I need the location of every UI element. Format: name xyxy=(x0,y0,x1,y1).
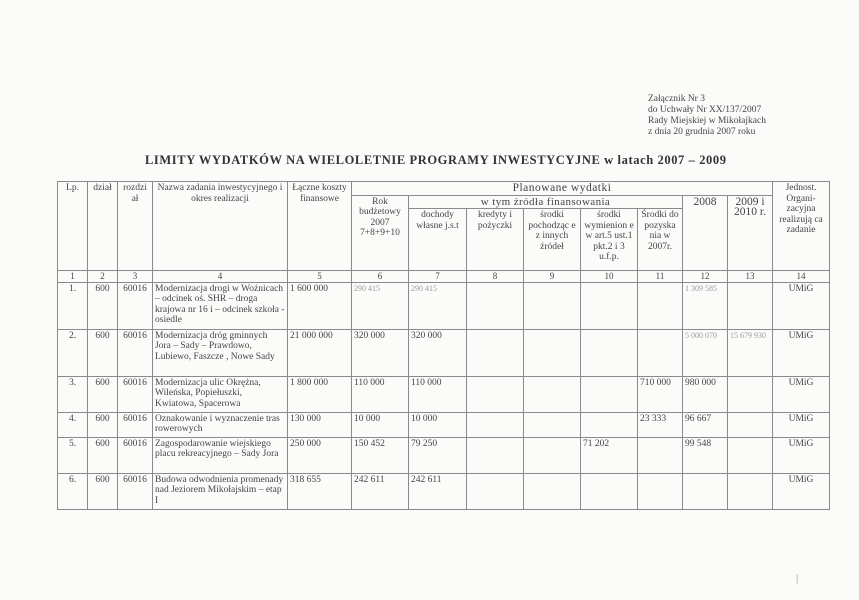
cell-jednostka: UMiG xyxy=(773,412,830,437)
header-lp: Lp. xyxy=(58,182,88,271)
cell-2009 xyxy=(728,282,773,329)
limits-table xyxy=(57,181,830,510)
cell-srodki-wym xyxy=(581,412,638,437)
header-dzial: dział xyxy=(88,182,118,271)
cell-2008: 96 667 xyxy=(683,412,728,437)
cell-dzial: 600 xyxy=(88,329,118,376)
cell-srodki-pozyczka xyxy=(638,329,683,376)
cell-2009 xyxy=(728,376,773,412)
cell-nazwa: Modernizacja drogi w Woźnicach – odcinek oś. SHR – droga krajowa nr 16 i – odcinek szkoła - osiedle xyxy=(153,282,288,329)
cell-srodki-wym: 71 202 xyxy=(581,437,638,473)
cell-rozdzial: 60016 xyxy=(118,282,153,329)
cell-2008: 980 000 xyxy=(683,376,728,412)
cell-2009: 15 679 930 xyxy=(728,329,773,376)
cell-lp: 6. xyxy=(58,473,88,509)
column-number-row xyxy=(58,271,830,283)
header-2008: 2008 xyxy=(683,195,728,271)
col-num: 4 xyxy=(153,271,288,283)
cell-srodki-inne xyxy=(524,473,581,509)
cell-kredyty xyxy=(467,473,524,509)
annex-header xyxy=(648,94,838,138)
cell-dochody: 10 000 xyxy=(409,412,467,437)
cell-koszty: 130 000 xyxy=(288,412,352,437)
col-num: 1 xyxy=(58,271,88,283)
cell-rok: 110 000 xyxy=(352,376,409,412)
header-rozdzial: rozdzi ał xyxy=(118,182,153,271)
cell-2009 xyxy=(728,412,773,437)
cell-rok: 290 415 xyxy=(352,282,409,329)
cell-rozdzial: 60016 xyxy=(118,329,153,376)
cell-2009 xyxy=(728,473,773,509)
cell-nazwa: Zagospodarowanie wiejskiego placu rekreacyjnego – Sady Jora xyxy=(153,437,288,473)
cell-rok: 10 000 xyxy=(352,412,409,437)
document-title: LIMITY WYDATKÓW NA WIELOLETNIE PROGRAMY INWESTYCYJNE w latach 2007 – 2009 xyxy=(145,153,727,167)
col-num: 7 xyxy=(409,271,467,283)
cell-dzial: 600 xyxy=(88,282,118,329)
cell-kredyty xyxy=(467,282,524,329)
cell-jednostka: UMiG xyxy=(773,376,830,412)
cell-jednostka: UMiG xyxy=(773,473,830,509)
cell-rok: 320 000 xyxy=(352,329,409,376)
table-row xyxy=(58,473,830,509)
header-srodki-inne: środki pochodząc e z innych źródeł xyxy=(524,209,581,271)
cell-dzial: 600 xyxy=(88,473,118,509)
cell-kredyty xyxy=(467,376,524,412)
col-num: 13 xyxy=(728,271,773,283)
cell-2008: 1 309 585 xyxy=(683,282,728,329)
cell-koszty: 21 000 000 xyxy=(288,329,352,376)
col-num: 5 xyxy=(288,271,352,283)
cell-srodki-pozyczka: 710 000 xyxy=(638,376,683,412)
cell-dzial: 600 xyxy=(88,376,118,412)
cell-nazwa: Oznakowanie i wyznaczenie tras rowerowych xyxy=(153,412,288,437)
cell-dzial: 600 xyxy=(88,412,118,437)
cell-srodki-pozyczka xyxy=(638,282,683,329)
cell-2008: 5 000 070 xyxy=(683,329,728,376)
cell-dochody: 320 000 xyxy=(409,329,467,376)
cell-lp: 5. xyxy=(58,437,88,473)
cell-dochody: 110 000 xyxy=(409,376,467,412)
cell-koszty: 1 800 000 xyxy=(288,376,352,412)
table-row xyxy=(58,329,830,376)
cell-kredyty xyxy=(467,329,524,376)
col-num: 14 xyxy=(773,271,830,283)
cell-nazwa: Budowa odwodnienia promenady nad Jeziorem Mikołajskim – etap I xyxy=(153,473,288,509)
cell-srodki-inne xyxy=(524,376,581,412)
annex-line-3: Rady Miejskiej w Mikołajkach xyxy=(648,116,766,126)
cell-srodki-wym xyxy=(581,376,638,412)
cell-lp: 2. xyxy=(58,329,88,376)
table-row xyxy=(58,437,830,473)
header-koszty: Łączne koszty finansowe xyxy=(288,182,352,271)
cell-lp: 4. xyxy=(58,412,88,437)
cell-srodki-pozyczka xyxy=(638,473,683,509)
header-srodki-pozyczka: Środki do pozyska nia w 2007r. xyxy=(638,209,683,271)
cell-rozdzial: 60016 xyxy=(118,412,153,437)
header-planowane: Planowane wydatki xyxy=(352,182,773,196)
cell-kredyty xyxy=(467,437,524,473)
cell-koszty: 318 655 xyxy=(288,473,352,509)
header-2009: 2009 i 2010 r. xyxy=(728,195,773,271)
col-num: 2 xyxy=(88,271,118,283)
col-num: 8 xyxy=(467,271,524,283)
annex-line-2: do Uchwały Nr XX/137/2007 xyxy=(648,105,762,115)
cell-srodki-inne xyxy=(524,282,581,329)
header-nazwa: Nazwa zadania inwestycyjnego i okres realizacji xyxy=(153,182,288,271)
cell-2008: 99 548 xyxy=(683,437,728,473)
cell-srodki-pozyczka xyxy=(638,437,683,473)
col-num: 11 xyxy=(638,271,683,283)
cell-koszty: 250 000 xyxy=(288,437,352,473)
cell-rozdzial: 60016 xyxy=(118,473,153,509)
cell-koszty: 1 600 000 xyxy=(288,282,352,329)
cell-jednostka: UMiG xyxy=(773,437,830,473)
cell-jednostka: UMiG xyxy=(773,282,830,329)
header-kredyty: kredyty i pożyczki xyxy=(467,209,524,271)
cell-kredyty xyxy=(467,412,524,437)
col-num: 3 xyxy=(118,271,153,283)
cell-rozdzial: 60016 xyxy=(118,376,153,412)
cell-srodki-inne xyxy=(524,329,581,376)
table-row xyxy=(58,412,830,437)
col-num: 6 xyxy=(352,271,409,283)
cell-lp: 1. xyxy=(58,282,88,329)
cell-srodki-wym xyxy=(581,473,638,509)
cell-dzial: 600 xyxy=(88,437,118,473)
header-dochody: dochody własne j.s.t xyxy=(409,209,467,271)
col-num: 9 xyxy=(524,271,581,283)
cell-2008 xyxy=(683,473,728,509)
annex-line-4: z dnia 20 grudnia 2007 roku xyxy=(648,127,756,137)
annex-line-1: Załącznik Nr 3 xyxy=(648,94,705,104)
header-zrodla: w tym źródła finansowania xyxy=(409,195,683,209)
col-num: 10 xyxy=(581,271,638,283)
cell-dochody: 79 250 xyxy=(409,437,467,473)
cell-srodki-pozyczka: 23 333 xyxy=(638,412,683,437)
col-num: 12 xyxy=(683,271,728,283)
cell-rozdzial: 60016 xyxy=(118,437,153,473)
header-rok: Rok budżetowy 2007 7+8+9+10 xyxy=(352,195,409,271)
cell-dochody: 242 611 xyxy=(409,473,467,509)
header-jednostka: Jednost. Organi-zacyjna realizują ca zadanie xyxy=(773,182,830,271)
cell-srodki-inne xyxy=(524,437,581,473)
cell-rok: 150 452 xyxy=(352,437,409,473)
cell-nazwa: Modernizacja ulic Okrężna, Wileńska, Popiełuszki, Kwiatowa, Spacerowa xyxy=(153,376,288,412)
cell-lp: 3. xyxy=(58,376,88,412)
cell-rok: 242 611 xyxy=(352,473,409,509)
cell-nazwa: Modernizacja dróg gminnych Jora – Sady – Prawdowo, Lubiewo, Faszcze , Nowe Sady xyxy=(153,329,288,376)
table-row xyxy=(58,282,830,329)
header-srodki-wym: środki wymienion e w art.5 ust.1 pkt.2 i 3 u.f.p. xyxy=(581,209,638,271)
cell-dochody: 290 415 xyxy=(409,282,467,329)
cell-srodki-inne xyxy=(524,412,581,437)
page-mark: | xyxy=(796,572,799,584)
cell-jednostka: UMiG xyxy=(773,329,830,376)
cell-srodki-wym xyxy=(581,282,638,329)
cell-2009 xyxy=(728,437,773,473)
table-row xyxy=(58,376,830,412)
cell-srodki-wym xyxy=(581,329,638,376)
